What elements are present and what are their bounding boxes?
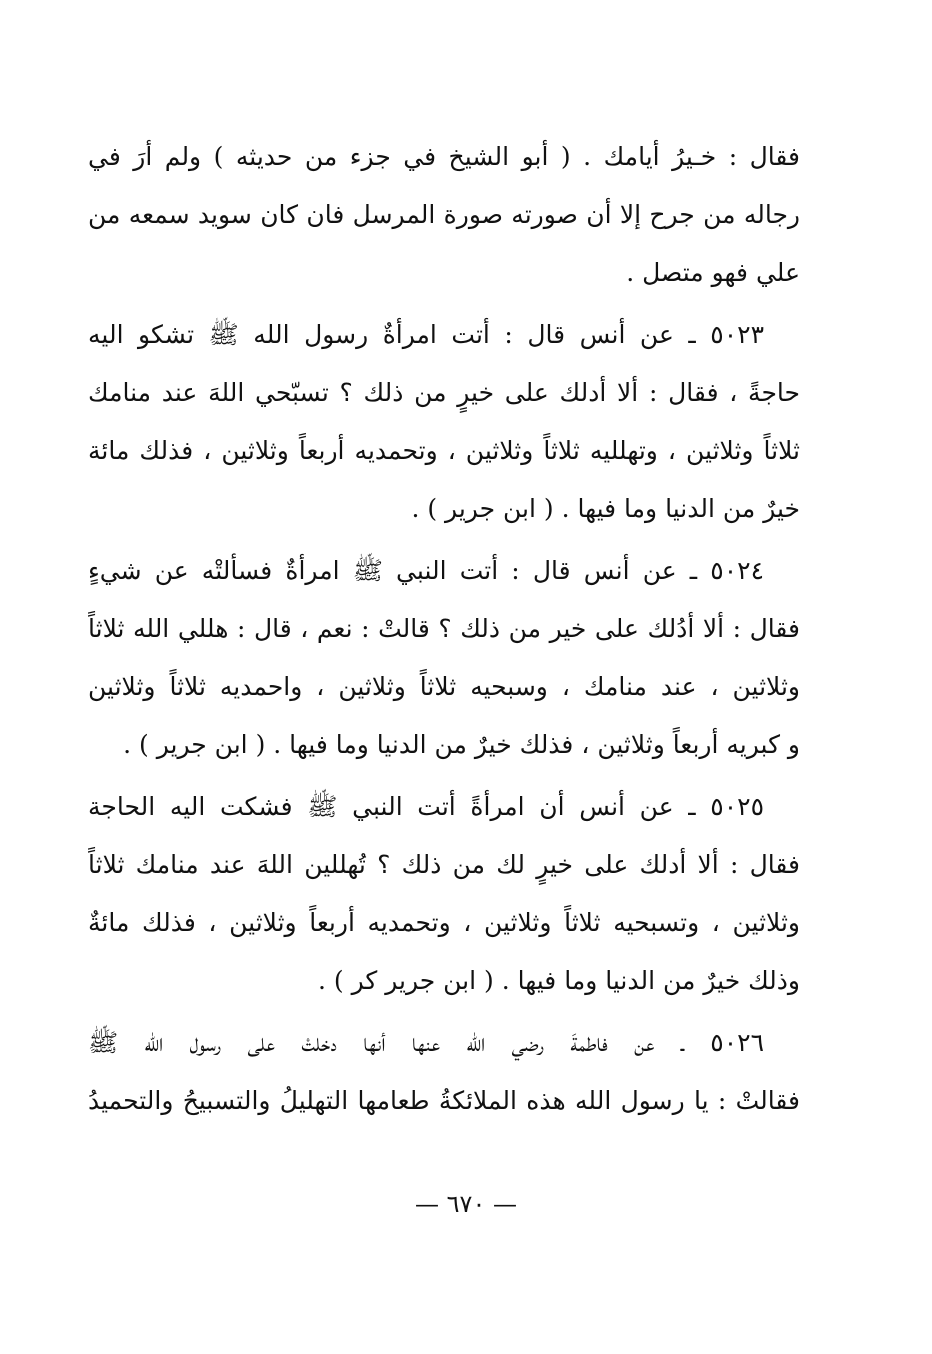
text-line: فقالتْ : يا رسول الله هذه الملائكةُ طعامها التهليلُ والتسبيحُ والتحميدُ xyxy=(88,1086,800,1115)
text-line: ٥٠٢٣ ـ عن أنس قال : أتت امرأةٌ رسول الله ﷺ تشكو اليه xyxy=(88,320,764,349)
hadith-entry-5023 xyxy=(88,306,800,538)
text-line: خيرٌ من الدنيا وما فيها . ( ابن جرير ) . xyxy=(411,494,800,523)
text-line: وثلاثين ، وتسبحيه ثلاثاً وثلاثين ، وتحمديه أربعاً وثلاثين ، فذلك مائةٌ xyxy=(88,908,800,937)
text-line: ٥٠٢٥ ـ عن أنس أن امرأةً أتت النبي ﷺ فشكت اليه الحاجة xyxy=(88,792,764,821)
text-line: ثلاثاً وثلاثين ، وتهلليه ثلاثاً وثلاثين ، وتحمديه أربعاً وثلاثين ، فذلك مائة xyxy=(88,436,800,465)
text-line: فقال : ألا أدُلك على خير من ذلك ؟ قالتْ : نعم ، قال : هللي الله ثلاثاً xyxy=(88,614,800,643)
text-line: فقال : ألا أدلك على خيرٍ لك من ذلك ؟ تُهللين اللهَ عند منامك ثلاثاً xyxy=(88,850,800,879)
text-line: رجاله من جرح إلا أن صورته صورة المرسل فان كان سويد سمعه من xyxy=(88,200,800,229)
text-line: علي فهو متصل . xyxy=(626,258,800,287)
text-line: وثلاثين ، عند منامك ، وسبحيه ثلاثاً وثلاثين ، واحمديه ثلاثاً وثلاثين xyxy=(88,672,800,701)
page-number: — ٦٧٠ — xyxy=(415,1190,517,1218)
text-line: حاجةً ، فقال : ألا أدلك على خيرٍ من ذلك ؟ تسبّحي اللهَ عند منامك xyxy=(88,378,800,407)
text-line: و كبريه أربعاً وثلاثين ، فذلك خيرٌ من الدنيا وما فيها . ( ابن جرير ) . xyxy=(123,730,800,759)
text-line: وذلك خيرٌ من الدنيا وما فيها . ( ابن جرير كر ) . xyxy=(317,966,800,995)
hadith-entry-5025 xyxy=(88,778,800,1010)
text-line: فقال : خـيرُ أيامك . ( أبو الشيخ في جزء من حديثه ) ولم أرَ في xyxy=(88,142,800,171)
hadith-entry-5026 xyxy=(88,1014,800,1130)
paragraph-continuation xyxy=(88,128,800,302)
text-line: ٥٠٢٤ ـ عن أنس قال : أتت النبي ﷺ امرأةٌ فسألتْه عن شيءٍ xyxy=(88,556,764,585)
hadith-entry-5024 xyxy=(88,542,800,774)
text-line: ٥٠٢٦ ـ عن فاطمةَ رضي الله عنها أنها دخلتْ على رسول الله ﷺ xyxy=(88,1028,764,1057)
page-body xyxy=(88,128,800,1134)
